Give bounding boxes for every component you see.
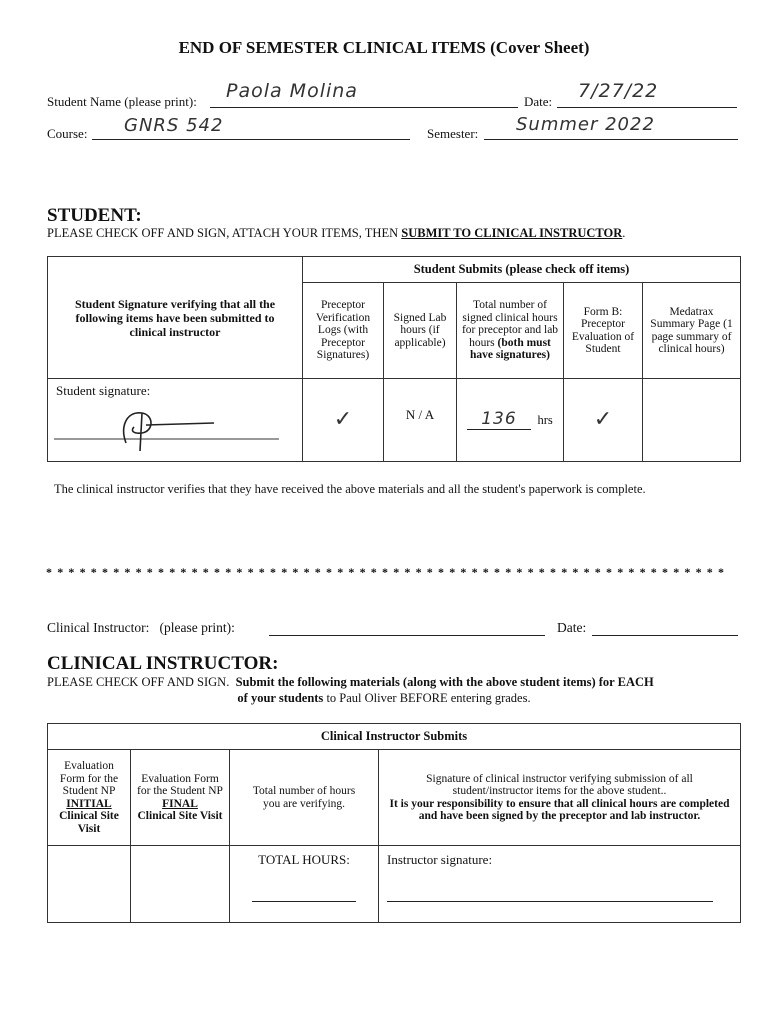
col-lab-hours: Signed Lab hours (if applicable) [384, 283, 457, 379]
col-final-visit: Evaluation Form for the Student NP FINAL Clinical Site Visit [131, 750, 230, 846]
date-line [557, 107, 737, 108]
hrs-label: hrs [537, 412, 553, 427]
col-hours-verifying: Total number of hours you are verifying. [230, 750, 379, 846]
course-value[interactable]: GNRS 542 [124, 115, 224, 136]
initial-visit-cell[interactable] [48, 846, 131, 923]
instructor-signature-label: Instructor signature: [387, 852, 493, 867]
instructor-signature-cell[interactable] [379, 846, 741, 923]
student-name-value[interactable]: Paola Molina [226, 80, 358, 102]
total-hours-value: 136 [467, 409, 530, 430]
col-initial-visit: Evaluation Form for the Student NP INITIAL Clinical Site Visit [48, 750, 131, 846]
page-title: END OF SEMESTER CLINICAL ITEMS (Cover Sheet) [178, 38, 590, 57]
student-instruction: PLEASE CHECK OFF AND SIGN, ATTACH YOUR ITEMS, THEN SUBMIT TO CLINICAL INSTRUCTOR. [47, 226, 626, 240]
instructor-instruction-line2: of your students to Paul Oliver BEFORE entering grades. [237, 691, 531, 705]
clinical-instructor-date-line[interactable] [592, 635, 738, 636]
total-hours-line [252, 901, 356, 902]
student-heading: STUDENT: [47, 205, 142, 226]
course-line [92, 139, 410, 140]
col-medatrax: Medatrax Summary Page (1 page summary of clinical hours) [643, 283, 741, 379]
medatrax-check-cell[interactable] [643, 379, 741, 462]
col-preceptor-logs: Preceptor Verification Logs (with Preceptor Signatures) [303, 283, 384, 379]
total-hours-cell[interactable] [457, 379, 564, 462]
clinical-instructor-name-line[interactable] [269, 635, 545, 636]
student-name-line [210, 107, 518, 108]
total-hours-label: TOTAL HOURS: [258, 852, 350, 867]
date-value[interactable]: 7/27/22 [578, 80, 659, 102]
final-visit-cell[interactable] [131, 846, 230, 923]
student-submits-header: Student Submits (please check off items) [303, 257, 741, 283]
student-signature-mark [54, 403, 279, 451]
total-hours-instructor-cell[interactable] [230, 846, 379, 923]
instructor-signature-line [387, 901, 713, 902]
clinical-instructor-label: Clinical Instructor: (please print): [47, 620, 235, 635]
clinical-instructor-date-label: Date: [557, 620, 587, 635]
student-signature-cell[interactable] [48, 379, 303, 462]
instructor-instruction-line1: PLEASE CHECK OFF AND SIGN. Submit the following materials (along with the above student items) for EACH [47, 675, 654, 689]
verification-note: The clinical instructor verifies that they have received the above materials and all the student's paperwork is complete. [54, 482, 646, 496]
student-verify-header: Student Signature verifying that all the following items have been submitted to clinical instructor [48, 257, 303, 379]
student-name-label: Student Name (please print): [47, 94, 197, 109]
preceptor-logs-check[interactable]: ✓ [303, 379, 384, 462]
date-label: Date: [524, 94, 553, 109]
lab-hours-value[interactable]: N / A [384, 379, 457, 462]
course-label: Course: [47, 126, 88, 141]
instructor-submits-header: Clinical Instructor Submits [48, 724, 741, 750]
instructor-heading: CLINICAL INSTRUCTOR: [47, 653, 279, 674]
student-submits-table [47, 256, 741, 462]
col-total-hours: Total number of signed clinical hours for preceptor and lab hours (both must have signatures) [457, 283, 564, 379]
instructor-submits-table [47, 723, 741, 923]
semester-label: Semester: [427, 126, 479, 141]
semester-value[interactable]: Summer 2022 [516, 114, 655, 135]
separator-stars: ************************************************************* [46, 565, 730, 579]
form-b-check[interactable]: ✓ [564, 379, 643, 462]
semester-line [484, 139, 738, 140]
col-instructor-signature: Signature of clinical instructor verifying submission of all student/instructor items for the above student.. It is your responsibility to ensure that all clinical hours are completed and have been signed by the preceptor and lab instructor. [379, 750, 741, 846]
student-signature-label: Student signature: [56, 383, 151, 398]
col-form-b: Form B: Preceptor Evaluation of Student [564, 283, 643, 379]
